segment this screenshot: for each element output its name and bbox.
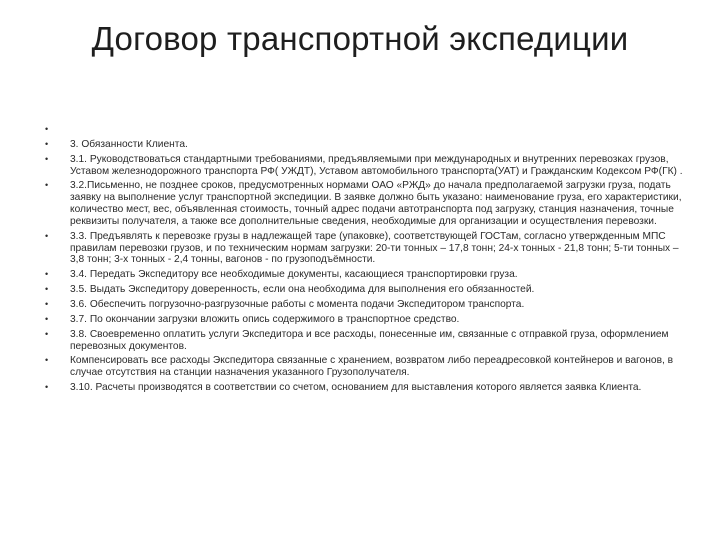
bullet-icon: • [45,153,49,164]
list-item [36,284,686,296]
list-item-text: 3.10. Расчеты производятся в соответствии со счетом, основанием для выставления которого является заявка Клиента. [70,382,642,394]
list-item-text: 3.8. Своевременно оплатить услуги Экспедитора и все расходы, понесенные им, связанные с отправкой груза, оформлением перевозных документов. [70,328,669,352]
bullet-list [36,124,686,394]
list-item-text: Компенсировать все расходы Экспедитора связанные с хранением, возвратом либо переадресовкой контейнеров и вагонов, в случае отсутствия на станции назначения указанного Грузополучателя. [70,355,674,379]
bullet-icon: • [45,313,49,324]
bullet-icon: • [45,299,49,310]
bullet-icon: • [45,180,49,191]
bullet-icon: • [45,138,49,149]
list-item [36,231,686,266]
slide-content [36,124,686,397]
list-item [36,154,686,178]
list-item [36,180,686,227]
list-item [36,139,686,151]
bullet-icon: • [45,328,49,339]
list-item-text: 3. Обязанности Клиента. [70,138,188,150]
list-item-text: 3.7. По окончании загрузки вложить опись содержимого в транспортное средство. [70,313,460,325]
list-item-text: 3.2.Письменно, не позднее сроков, предусмотренных нормами ОАО «РЖД» до начала предполагаемой загрузки груза, подать заявку на выполнение услуг транспортной экспедиции. В заявке должно быть указано: наименование груза, его характеристики, количество мест, вес, объявленная стоимость, точный адрес подачи автотранспорта под загрузку, станция назначения, точные реквизиты получателя, а также все дополнительные сведения, необходимые для организации и осуществления перевозки. [70,180,682,227]
list-item [36,329,686,353]
bullet-icon: • [45,284,49,295]
list-item-text: 3.6. Обеспечить погрузочно-разгрузочные работы с момента подачи Экспедитором транспорта. [70,299,525,311]
list-item-text: 3.4. Передать Экспедитору все необходимые документы, касающиеся транспортировки груза. [70,269,518,281]
bullet-icon: • [45,355,49,366]
bullet-icon: • [45,269,49,280]
bullet-icon: • [45,230,49,241]
list-item [36,124,686,136]
list-item-text: 3.1. Руководствоваться стандартными требованиями, предъявляемыми при международных и внутренних перевозках грузов, Уставом железнодорожного транспорта РФ( УЖДТ), Уставом автомобильного транспорта(УАТ) и Гражданским Кодексом РФ(ГК) . [70,153,683,177]
list-item [36,355,686,379]
bullet-icon: • [45,124,49,134]
list-item-text: 3.3. Предъявлять к перевозке грузы в надлежащей таре (упаковке), соответствующей ГОСТам, согласно утвержденным МПС правилам перевозки грузов, и по техническим нормам загрузки: 20-ти тонных – 17,8 тонн; 24-х тонных - 21,8 тонн; 5-ти тонных – 3,8 тонн; 3-х тонных - 2,4 тонны, вагонов - по грузоподъёмности. [70,230,679,266]
list-item [36,269,686,281]
bullet-icon: • [45,382,49,393]
list-item [36,314,686,326]
list-item [36,299,686,311]
list-item-text: 3.5. Выдать Экспедитору доверенность, если она необходима для выполнения его обязанностей. [70,284,535,296]
list-item [36,382,686,394]
slide-title: Договор транспортной экспедиции [91,20,629,57]
